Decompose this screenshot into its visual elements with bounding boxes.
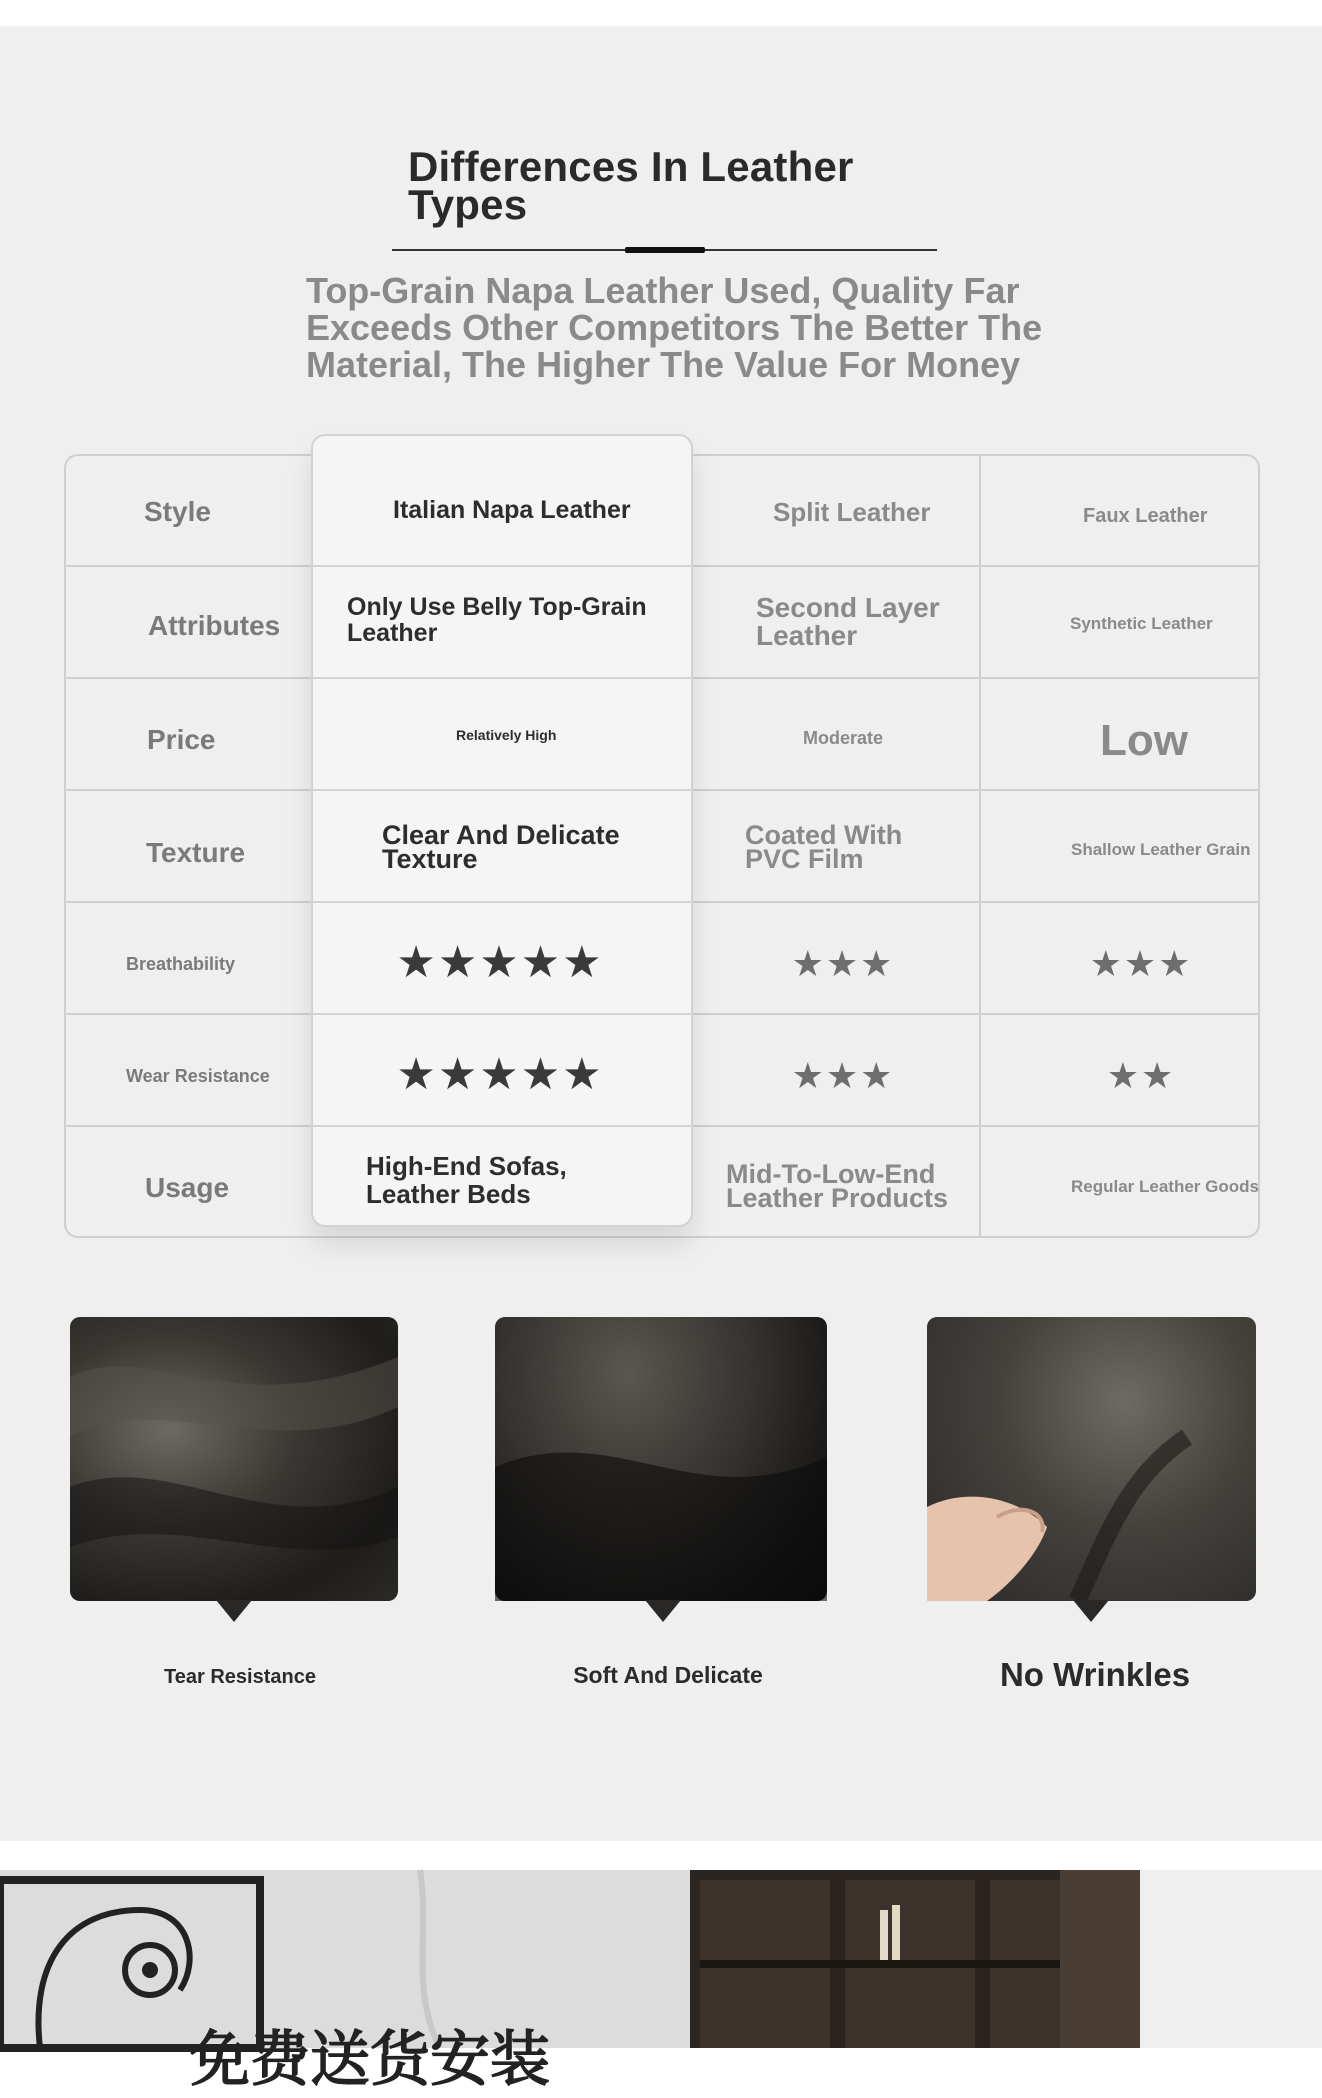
leather-fold-icon — [70, 1317, 398, 1601]
faux-texture: Shallow Leather Grain — [1071, 840, 1251, 859]
header-faux: Faux Leather — [1083, 504, 1208, 527]
row-label-wear-resistance: Wear Resistance — [126, 1066, 270, 1086]
title-divider-accent — [625, 247, 705, 253]
feature-caption-no-wrinkles: No Wrinkles — [999, 1656, 1191, 1693]
faux-usage: Regular Leather Goods — [1071, 1177, 1259, 1196]
highlight-row-divider — [311, 565, 693, 567]
column-divider — [979, 454, 981, 1238]
highlight-row-divider — [311, 1125, 693, 1127]
header-napa: Italian Napa Leather — [393, 495, 631, 524]
split-price: Moderate — [803, 727, 884, 748]
header-style: Style — [144, 496, 211, 527]
napa-usage: High-End Sofas, Leather Beds — [366, 1151, 567, 1209]
split-wear-resistance-stars: ★★★ — [791, 1055, 895, 1096]
feature-caption-soft-delicate: Soft And Delicate — [573, 1662, 763, 1688]
photo-pointer — [645, 1600, 681, 1622]
section-subtitle: Top-Grain Napa Leather Used, Quality Far Exceeds Other Competitors The Better The Material, The Higher The Value For Money — [306, 270, 1043, 385]
split-texture: Coated With PVC Film — [745, 820, 903, 874]
faux-price: Low — [1100, 716, 1188, 765]
napa-attributes: Only Use Belly Top-Grain Leather — [347, 593, 647, 647]
header-split: Split Leather — [773, 496, 931, 527]
split-attributes: Second Layer Leather — [756, 592, 940, 651]
split-usage: Mid-To-Low-End Leather Products — [726, 1159, 949, 1213]
row-label-breathability: Breathability — [126, 954, 236, 974]
delivery-banner — [0, 1870, 1322, 2095]
napa-wear-resistance-stars: ★★★★★ — [396, 1049, 604, 1099]
photo-pointer — [1073, 1600, 1109, 1622]
leather-photo-wrinkle — [927, 1317, 1256, 1601]
section-title: Differences In Leather Types — [408, 143, 854, 228]
leather-wave-icon — [495, 1317, 827, 1601]
feature-caption-tear-resistance: Tear Resistance — [164, 1666, 316, 1688]
highlight-row-divider — [311, 901, 693, 903]
row-label-price: Price — [147, 724, 216, 755]
highlight-row-divider — [311, 677, 693, 679]
leather-photo-tear — [70, 1317, 398, 1601]
row-label-attributes: Attributes — [148, 610, 281, 641]
highlight-row-divider — [311, 789, 693, 791]
banner-text: 免费送货安装 — [190, 2025, 550, 2095]
napa-breathability-stars: ★★★★★ — [396, 937, 604, 987]
row-label-usage: Usage — [145, 1172, 230, 1203]
leather-photo-soft — [495, 1317, 827, 1601]
photo-pointer — [216, 1600, 252, 1622]
row-label-texture: Texture — [146, 837, 246, 868]
faux-breathability-stars: ★★★ — [1089, 943, 1193, 984]
faux-attributes: Synthetic Leather — [1070, 614, 1213, 633]
hand-pinch-icon — [927, 1317, 1256, 1601]
napa-texture: Clear And Delicate Texture — [382, 820, 620, 874]
highlight-row-divider — [311, 1013, 693, 1015]
faux-wear-resistance-stars: ★★ — [1106, 1055, 1176, 1096]
split-breathability-stars: ★★★ — [791, 943, 895, 984]
napa-price: Relatively High — [456, 727, 557, 743]
